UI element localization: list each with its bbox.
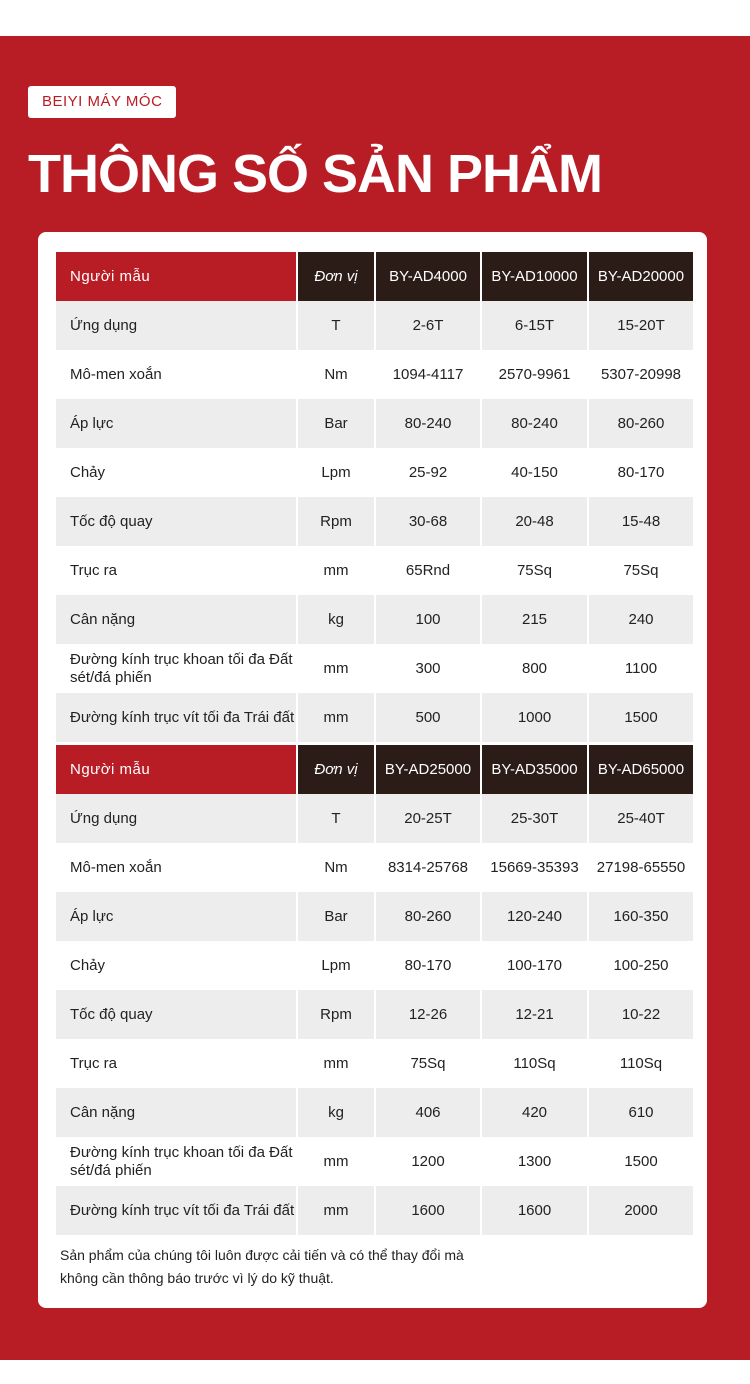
row-value: 800 xyxy=(480,644,587,693)
row-value: 15-48 xyxy=(587,497,693,546)
row-unit: mm xyxy=(296,546,374,595)
row-unit: Bar xyxy=(296,399,374,448)
header-model-label: Người mẫu xyxy=(56,745,296,794)
row-value: 100-170 xyxy=(480,941,587,990)
row-value: 27198-65550 xyxy=(587,843,693,892)
row-value: 1200 xyxy=(374,1137,480,1186)
row-value: 2000 xyxy=(587,1186,693,1235)
table-row xyxy=(56,892,693,941)
row-value: 20-25T xyxy=(374,794,480,843)
row-value: 80-170 xyxy=(374,941,480,990)
row-value: 1500 xyxy=(587,1137,693,1186)
row-value: 215 xyxy=(480,595,587,644)
page-title: THÔNG SỐ SẢN PHẨM xyxy=(28,144,603,204)
row-value: 300 xyxy=(374,644,480,693)
row-value: 110Sq xyxy=(480,1039,587,1088)
row-unit: Rpm xyxy=(296,990,374,1039)
table-row xyxy=(56,301,693,350)
header-model: BY-AD4000 xyxy=(374,252,480,301)
row-value: 15669-35393 xyxy=(480,843,587,892)
row-label: Mô-men xoắn xyxy=(70,365,162,383)
table-header-row xyxy=(56,252,693,301)
spec-card xyxy=(38,232,707,1308)
row-label: Đường kính trục vít tối đa Trái đất xyxy=(56,693,296,742)
header-unit: Đơn vị xyxy=(296,745,374,794)
row-value: 610 xyxy=(587,1088,693,1137)
row-value: 10-22 xyxy=(587,990,693,1039)
row-value: 1100 xyxy=(587,644,693,693)
row-unit: T xyxy=(296,794,374,843)
row-value: 15-20T xyxy=(587,301,693,350)
table-row xyxy=(56,448,693,497)
row-value: 65Rnd xyxy=(374,546,480,595)
table-row xyxy=(56,693,693,742)
row-unit: Bar xyxy=(296,892,374,941)
spec-table-2 xyxy=(56,745,693,1235)
footnote: Sản phẩm của chúng tôi luôn được cải tiến và có thể thay đổi mà không cần thông báo trước vì lý do kỹ thuật. xyxy=(60,1247,464,1286)
table-row xyxy=(56,497,693,546)
table-row xyxy=(56,595,693,644)
row-unit: Nm xyxy=(296,350,374,399)
table-row xyxy=(56,350,693,399)
table-row xyxy=(56,843,693,892)
row-value: 5307-20998 xyxy=(587,350,693,399)
row-unit: Lpm xyxy=(296,448,374,497)
row-value: 20-48 xyxy=(480,497,587,546)
row-value: 1094-4117 xyxy=(374,350,480,399)
row-label: Chảy xyxy=(70,463,106,481)
row-unit: mm xyxy=(296,1186,374,1235)
row-unit: mm xyxy=(296,1137,374,1186)
spec-table-1 xyxy=(56,252,693,742)
row-label: Tốc độ quay xyxy=(56,990,296,1039)
row-unit: Rpm xyxy=(296,497,374,546)
row-value: 1000 xyxy=(480,693,587,742)
brand-tag: BEIYI MÁY MÓC xyxy=(28,86,176,118)
row-unit: kg xyxy=(296,1088,374,1137)
table-row xyxy=(56,794,693,843)
row-value: 80-240 xyxy=(374,399,480,448)
table-row xyxy=(56,941,693,990)
row-value: 25-30T xyxy=(480,794,587,843)
row-label: Mô-men xoắn xyxy=(70,858,162,876)
row-unit: kg xyxy=(296,595,374,644)
row-value: 120-240 xyxy=(480,892,587,941)
row-value: 100-250 xyxy=(587,941,693,990)
row-label: Tốc độ quay xyxy=(56,497,296,546)
row-label: Trục ra xyxy=(70,1054,117,1072)
row-label: Đường kính trục vít tối đa Trái đất xyxy=(56,1186,296,1235)
header-model: BY-AD10000 xyxy=(480,252,587,301)
table-row xyxy=(56,399,693,448)
row-value: 406 xyxy=(374,1088,480,1137)
row-value: 1300 xyxy=(480,1137,587,1186)
row-label: Chảy xyxy=(70,956,106,974)
table-header-row xyxy=(56,745,693,794)
row-value: 25-92 xyxy=(374,448,480,497)
row-value: 160-350 xyxy=(587,892,693,941)
row-unit: mm xyxy=(296,644,374,693)
row-label: Đường kính trục khoan tối đa Đất sét/đá phiến xyxy=(70,1143,293,1179)
header-model: BY-AD25000 xyxy=(374,745,480,794)
row-label: Cân nặng xyxy=(56,1088,296,1137)
row-label: Trục ra xyxy=(70,561,117,579)
row-unit: Lpm xyxy=(296,941,374,990)
row-label: Ứng dụng xyxy=(56,301,296,350)
row-unit: Nm xyxy=(296,843,374,892)
row-value: 1500 xyxy=(587,693,693,742)
row-label: Cân nặng xyxy=(56,595,296,644)
row-unit: T xyxy=(296,301,374,350)
row-unit: mm xyxy=(296,1039,374,1088)
row-value: 80-260 xyxy=(587,399,693,448)
table-row xyxy=(56,1186,693,1235)
row-unit: mm xyxy=(296,693,374,742)
row-value: 40-150 xyxy=(480,448,587,497)
row-value: 80-170 xyxy=(587,448,693,497)
row-label: Ứng dụng xyxy=(56,794,296,843)
header-model: BY-AD65000 xyxy=(587,745,693,794)
header-model-label: Người mẫu xyxy=(56,252,296,301)
row-value: 500 xyxy=(374,693,480,742)
row-value: 2570-9961 xyxy=(480,350,587,399)
row-value: 100 xyxy=(374,595,480,644)
header-unit: Đơn vị xyxy=(296,252,374,301)
row-value: 80-260 xyxy=(374,892,480,941)
row-value: 12-26 xyxy=(374,990,480,1039)
row-value: 1600 xyxy=(374,1186,480,1235)
row-value: 1600 xyxy=(480,1186,587,1235)
row-value: 75Sq xyxy=(374,1039,480,1088)
table-row xyxy=(56,644,693,693)
row-value: 420 xyxy=(480,1088,587,1137)
header-model: BY-AD20000 xyxy=(587,252,693,301)
row-value: 240 xyxy=(587,595,693,644)
row-value: 30-68 xyxy=(374,497,480,546)
row-value: 8314-25768 xyxy=(374,843,480,892)
table-row xyxy=(56,990,693,1039)
row-value: 110Sq xyxy=(587,1039,693,1088)
table-row xyxy=(56,546,693,595)
row-label: Đường kính trục khoan tối đa Đất sét/đá phiến xyxy=(70,650,293,686)
table-row xyxy=(56,1039,693,1088)
row-value: 2-6T xyxy=(374,301,480,350)
row-value: 25-40T xyxy=(587,794,693,843)
table-row xyxy=(56,1137,693,1186)
row-label: Áp lực xyxy=(56,399,296,448)
row-value: 12-21 xyxy=(480,990,587,1039)
header-model: BY-AD35000 xyxy=(480,745,587,794)
row-value: 6-15T xyxy=(480,301,587,350)
row-value: 75Sq xyxy=(587,546,693,595)
row-value: 75Sq xyxy=(480,546,587,595)
row-label: Áp lực xyxy=(56,892,296,941)
row-value: 80-240 xyxy=(480,399,587,448)
table-row xyxy=(56,1088,693,1137)
